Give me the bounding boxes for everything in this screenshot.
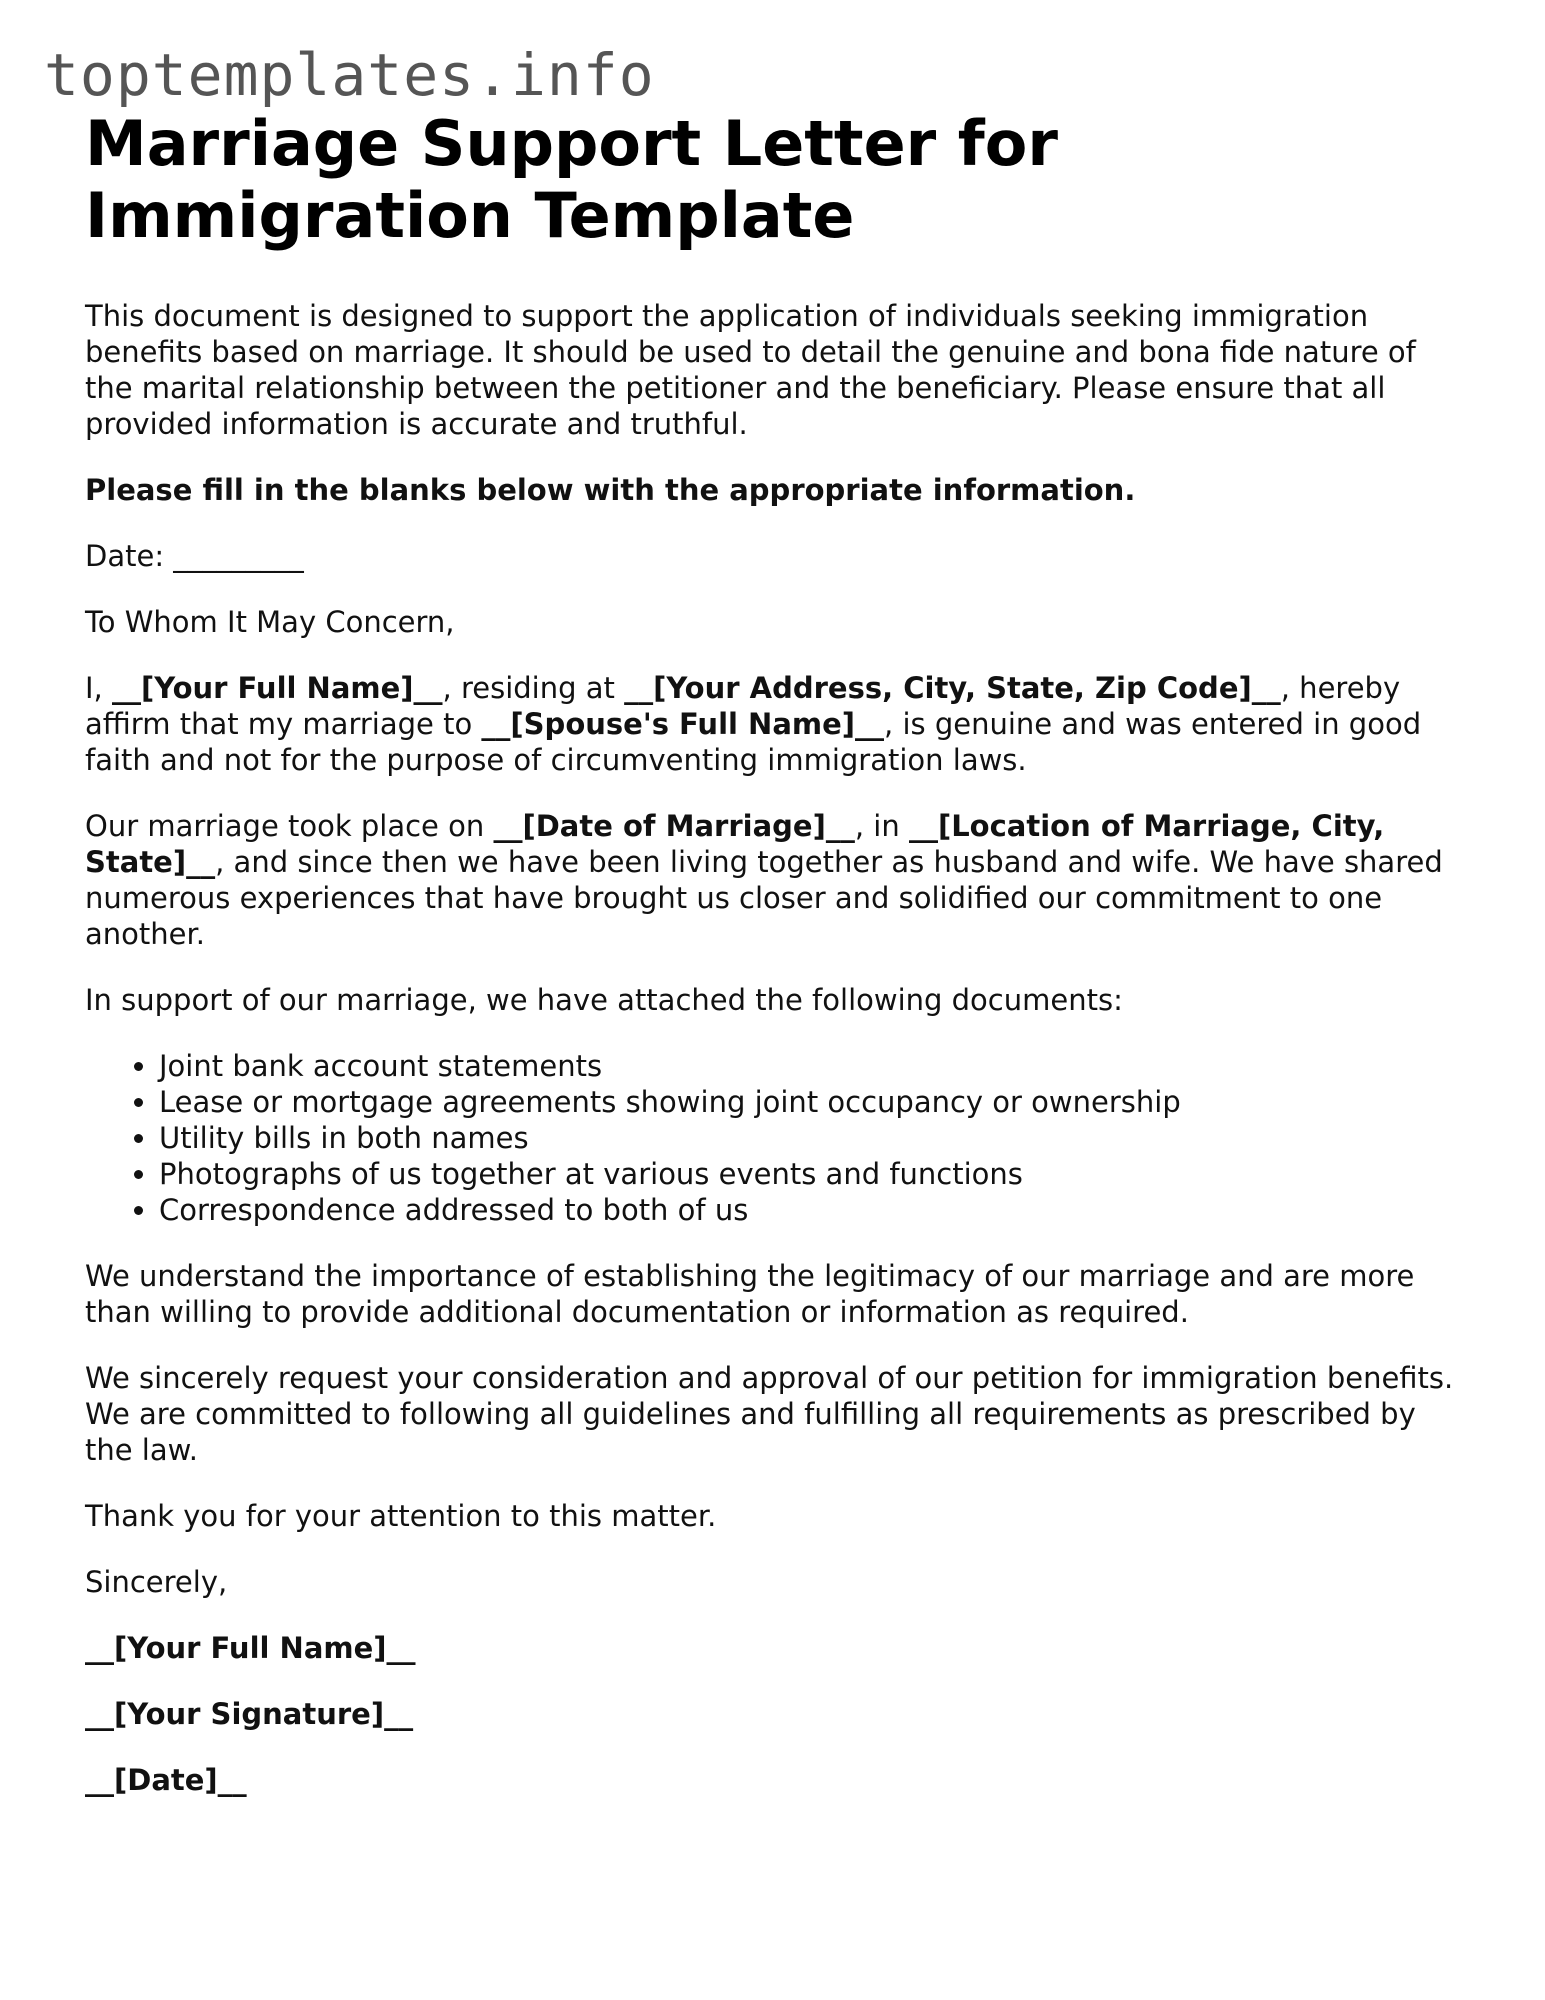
request-paragraph: We sincerely request your consideration and approval of our petition for immigration benefits. We are committed to following all guidelines and fulfilling all requirements as prescribed by the law.	[85, 1361, 1454, 1467]
list-item: • Photographs of us together at various events and functions	[159, 1156, 1455, 1192]
signature-blank: __[Your Signature]__	[85, 1697, 414, 1731]
closing: Sincerely,	[85, 1565, 228, 1599]
greeting: To Whom It May Concern,	[85, 605, 455, 639]
document-page	[85, 108, 1455, 1798]
legitimacy-paragraph: We understand the importance of establishing the legitimacy of our marriage and are more than willing to provide additional documentation or information as required.	[85, 1259, 1415, 1329]
thanks-paragraph: Thank you for your attention to this matter.	[85, 1499, 717, 1533]
marriage-details-paragraph	[85, 808, 1455, 952]
location-of-marriage-blank: __[Location of Marriage, City, State]__	[85, 809, 1385, 879]
intro-paragraph: This document is designed to support the application of individuals seeking immigration benefits based on marriage. It should be used to detail the genuine and bona fide nature of the marital relationship between the petitioner and the beneficiary. Please ensure that all provided information is accurate and truthful.	[85, 299, 1416, 441]
documents-intro: In support of our marriage, we have attached the following documents:	[85, 983, 1123, 1017]
date-of-marriage-blank: __[Date of Marriage]__	[493, 809, 855, 843]
document-title: Marriage Support Letter for Immigration Template	[85, 107, 1058, 252]
affirmation-paragraph	[85, 670, 1455, 778]
list-item: • Joint bank account statements	[159, 1048, 1455, 1084]
your-full-name-blank: __[Your Full Name]__	[112, 671, 443, 705]
signature-name-blank: __[Your Full Name]__	[85, 1631, 416, 1665]
marriage-text-2: , in	[854, 809, 909, 843]
list-item: • Lease or mortgage agreements showing joint occupancy or ownership	[159, 1084, 1455, 1120]
affirmation-text-3: , hereby affirm that my marriage to	[85, 671, 1401, 741]
instruction-text: Please fill in the blanks below with the appropriate information.	[85, 473, 1136, 507]
spouse-name-blank: __[Spouse's Full Name]__	[481, 707, 885, 741]
list-item: • Utility bills in both names	[159, 1120, 1455, 1156]
list-item: • Correspondence addressed to both of us	[159, 1192, 1455, 1228]
date-line: Date: _________	[85, 539, 304, 573]
signature-date-blank: __[Date]__	[85, 1763, 247, 1797]
affirmation-text-2: , residing at	[442, 671, 625, 705]
watermark: toptemplates.info	[44, 41, 655, 109]
marriage-text-1: Our marriage took place on	[85, 809, 494, 843]
marriage-text-3: , and since then we have been living together as husband and wife. We have shared numerous experiences that have brought us closer and solidified our commitment to one another.	[85, 845, 1443, 951]
affirmation-text-1: I,	[85, 671, 112, 705]
documents-list	[85, 1048, 1455, 1228]
your-address-blank: __[Your Address, City, State, Zip Code]__	[624, 671, 1281, 705]
affirmation-text-4: , is genuine and was entered in good faith and not for the purpose of circumventing immigration laws.	[85, 707, 1422, 777]
